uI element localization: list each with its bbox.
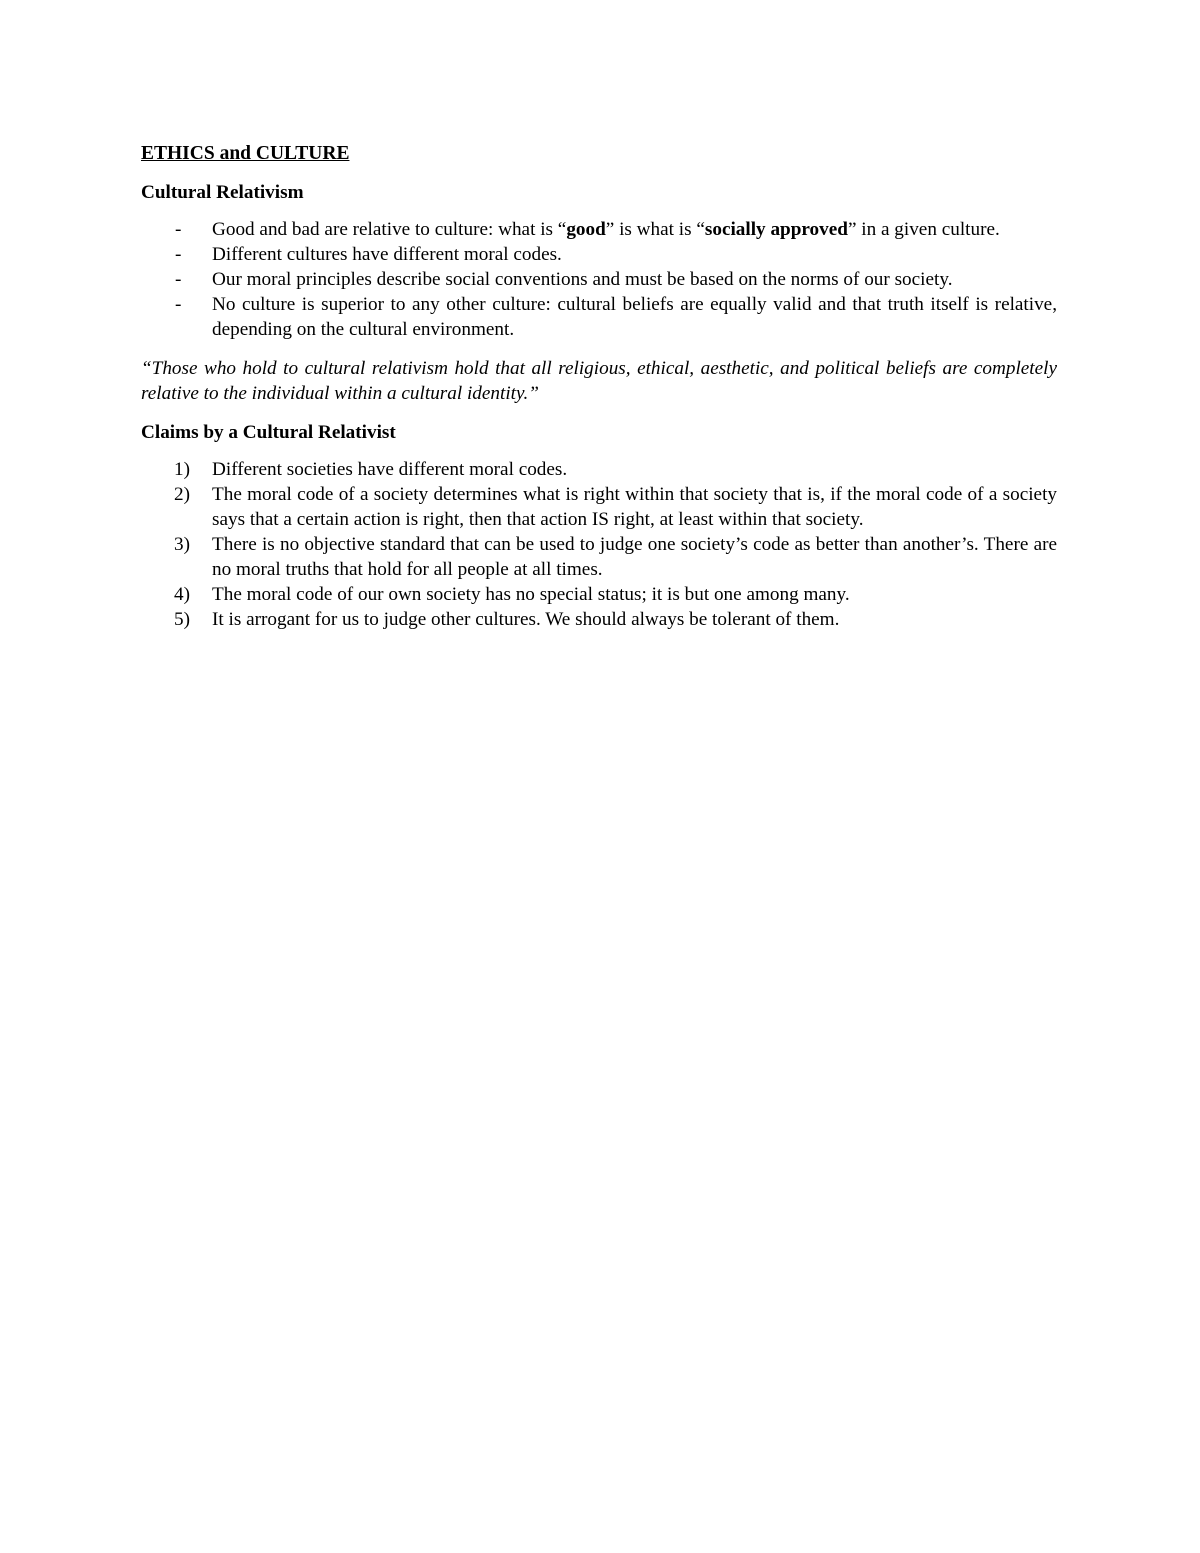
item-text: Different cultures have different moral codes. [212, 244, 562, 265]
list-item [141, 217, 1057, 242]
cultural-relativism-list [141, 217, 1057, 342]
item-text: Different societies have different moral codes. [212, 459, 568, 480]
number-marker: 4) [174, 584, 190, 605]
list-item [141, 582, 1057, 607]
item-text: It is arrogant for us to judge other cultures. We should always be tolerant of them. [212, 609, 840, 630]
list-item [141, 457, 1057, 482]
item-text: The moral code of a society determines what is right within that society that is, if the moral code of a society says that a certain action is right, then that action IS right, at least within that society. [212, 484, 1057, 530]
page-title: ETHICS and CULTURE [141, 143, 350, 164]
claims-list [141, 457, 1057, 632]
bullet-marker: - [175, 219, 182, 240]
list-item [141, 532, 1057, 582]
bullet-marker: - [175, 244, 182, 265]
list-item [141, 267, 1057, 292]
item-text-post: ” in a given culture. [847, 219, 1000, 240]
item-text: The moral code of our own society has no special status; it is but one among many. [212, 584, 850, 605]
item-text: No culture is superior to any other culture: cultural beliefs are equally valid and that truth itself is relative, depending on the cultural environment. [212, 294, 1057, 340]
section-heading-claims: Claims by a Cultural Relativist [141, 422, 396, 443]
number-marker: 3) [174, 534, 190, 555]
document-body [141, 141, 1057, 646]
number-marker: 5) [174, 609, 190, 630]
number-marker: 1) [174, 459, 190, 480]
item-text: Our moral principles describe social conventions and must be based on the norms of our society. [212, 269, 953, 290]
item-text-mid: ” is what is “ [605, 219, 705, 240]
list-item [141, 607, 1057, 632]
item-text-bold-good: good [566, 219, 606, 240]
list-item [141, 242, 1057, 267]
list-item [141, 292, 1057, 342]
bullet-marker: - [175, 294, 182, 315]
list-item [141, 482, 1057, 532]
section-heading-cultural-relativism: Cultural Relativism [141, 182, 304, 203]
bullet-marker: - [175, 269, 182, 290]
number-marker: 2) [174, 484, 190, 505]
item-text-bold-socially-approved: socially approved [704, 219, 848, 240]
item-text-pre: Good and bad are relative to culture: what is “ [212, 219, 567, 240]
quote-paragraph: “Those who hold to cultural relativism hold that all religious, ethical, aesthetic, and political beliefs are completely relative to the individual within a cultural identity.” [141, 358, 1057, 404]
item-text: There is no objective standard that can be used to judge one society’s code as better than another’s. There are no moral truths that hold for all people at all times. [212, 534, 1057, 580]
